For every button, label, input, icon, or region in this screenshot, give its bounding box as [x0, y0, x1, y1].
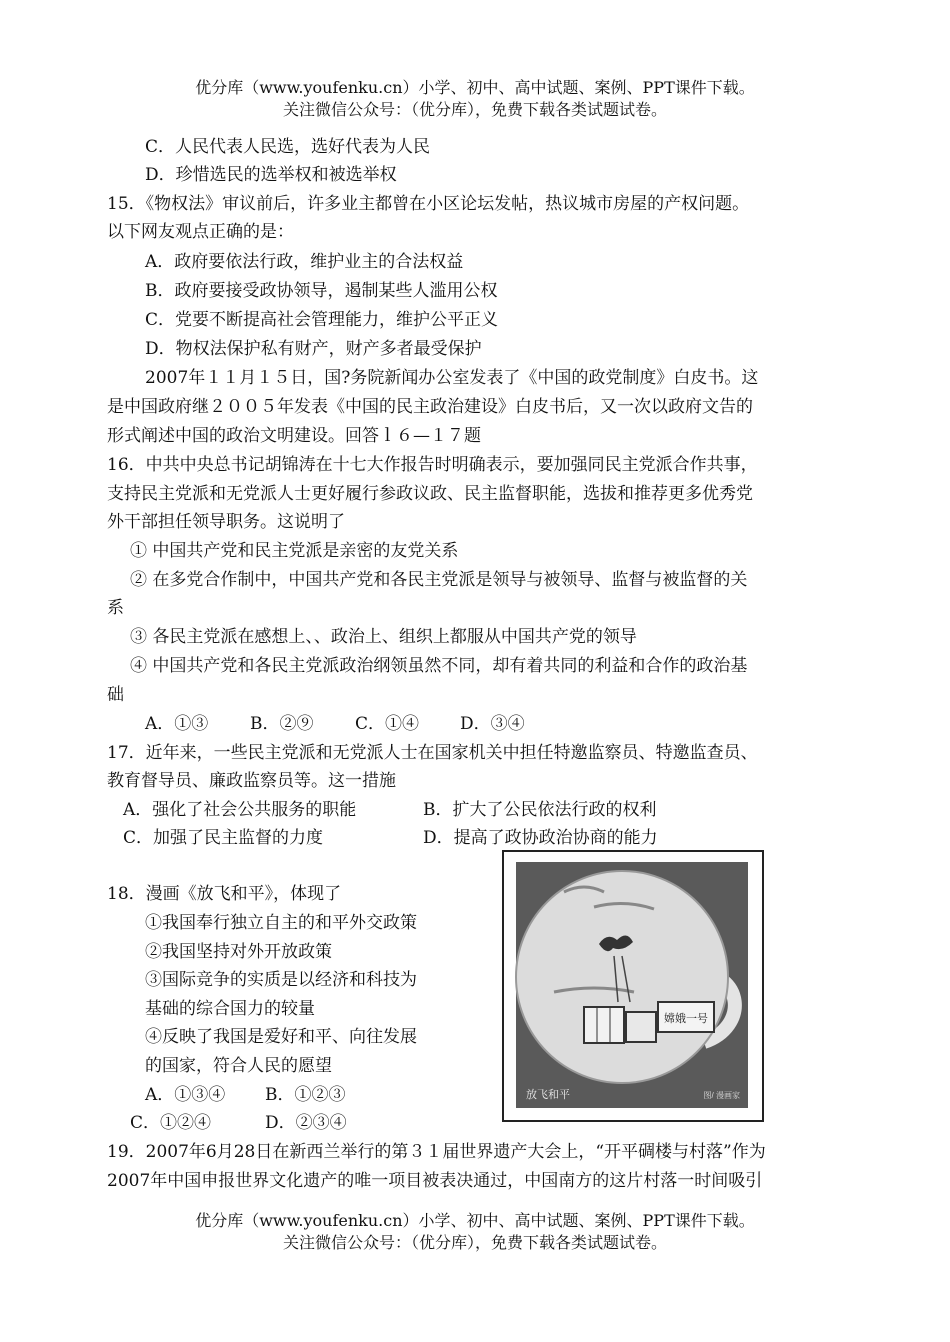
- intro-line-2: 是中国政府继２００５年发表《中国的民主政治建设》白皮书后，又一次以政府文告的: [107, 397, 753, 417]
- q15-stem-line-2: 以下网友观点正确的是：: [107, 222, 294, 242]
- q16-statement-1: ① 中国共产党和民主党派是亲密的友党关系: [130, 541, 459, 561]
- q18-options-row-2: [130, 1109, 347, 1137]
- q17-option-c: C．加强了民主监督的力度: [123, 828, 324, 848]
- q16-option-b: B．②⑨: [250, 714, 314, 734]
- q16-options: [145, 710, 525, 738]
- q16-statement-4-line-1: ④ 中国共产党和各民主党派政治纲领虽然不同，却有着共同的利益和合作的政治基: [130, 656, 748, 676]
- q15-stem-line-1: 15．《物权法》审议前后，许多业主都曾在小区论坛发帖，热议城市房屋的产权问题。: [107, 194, 750, 214]
- q16-option-d: D．③④: [460, 714, 525, 734]
- q19-line-2: 2007年中国申报世界文化遗产的唯一项目被表决通过，中国南方的这片村落一时间吸引: [107, 1171, 763, 1191]
- header-line-1: 优分库（www.youfenku.cn）小学、初中、高中试题、案例、PPT课件下载。: [195, 78, 755, 97]
- intro-line-1: 2007年１１月１５日，国?务院新闻办公室发表了《中国的政党制度》白皮书。这: [145, 368, 759, 388]
- q18-option-c: C．①②④: [130, 1113, 212, 1133]
- solar-panel-left: [584, 1007, 624, 1043]
- q18-statement-3-line-2: 基础的综合国力的较量: [145, 999, 315, 1019]
- q18-statement-3-line-1: ③国际竞争的实质是以经济和科技为: [145, 970, 417, 990]
- cartoon-credit: 图/ 漫画家: [703, 1091, 740, 1100]
- q18-statement-1: ①我国奉行独立自主的和平外交政策: [145, 913, 417, 933]
- q18-option-a: A．①③④: [145, 1085, 226, 1105]
- page-header: [0, 77, 950, 121]
- q16-statement-3: ③ 各民主党派在感想上、、政治上、组织上都服从中国共产党的领导: [130, 627, 637, 647]
- q15-option-d: D．物权法保护私有财产，财产多者最受保护: [145, 339, 482, 359]
- q18-statement-4-line-2: 的国家，符合人民的愿望: [145, 1056, 332, 1076]
- q18-stem: 18．漫画《放飞和平》，体现了: [107, 884, 342, 904]
- footer-line-1: 优分库（www.youfenku.cn）小学、初中、高中试题、案例、PPT课件下载。: [195, 1211, 755, 1230]
- q17-option-a: A．强化了社会公共服务的职能: [123, 800, 357, 820]
- q16-stem-line-1: 16．中共中央总书记胡锦涛在十七大作报告时明确表示，要加强同民主党派合作共事，: [107, 455, 758, 475]
- footer-line-2: 关注微信公众号：（优分库），免费下载各类试题试卷。: [282, 1233, 667, 1252]
- q18-options-row-1: [145, 1081, 346, 1109]
- q17-stem-line-2: 教育督导员、廉政监察员等。这一措施: [107, 771, 396, 791]
- q18-statement-2: ②我国坚持对外开放政策: [145, 942, 332, 962]
- q19-line-1: 19．2007年6月28日在新西兰举行的第３１届世界遗产大会上，“开平碉楼与村落”作为: [107, 1142, 766, 1162]
- q15-option-b: B．政府要接受政协领导，遏制某些人滥用公权: [145, 281, 498, 301]
- q16-statement-2-line-1: ② 在多党合作制中，中国共产党和各民主党派是领导与被领导、监督与被监督的关: [130, 570, 748, 590]
- intro-line-3: 形式阐述中国的政治文明建设。回答ｌ６—１７题: [107, 426, 481, 446]
- q14-option-c: C．人民代表人民选，选好代表为人民: [145, 137, 431, 157]
- q17-stem-line-1: 17．近年来，一些民主党派和无党派人士在国家机关中担任特邀监察员、特邀监查员、: [107, 743, 758, 763]
- q18-statement-4-line-1: ④反映了我国是爱好和平、向往发展: [145, 1027, 417, 1047]
- satellite-body: [626, 1012, 656, 1042]
- q16-option-c: C．①④: [355, 714, 420, 734]
- q14-option-d: D．珍惜选民的选举权和被选举权: [145, 165, 397, 185]
- q17-options-row-2: [123, 824, 658, 852]
- q17-options-row-1: [123, 796, 657, 824]
- cartoon-caption: 放飞和平: [526, 1089, 570, 1101]
- q18-option-b: B．①②③: [265, 1085, 346, 1105]
- q16-statement-2-line-2: 系: [107, 598, 124, 618]
- q17-option-b: B．扩大了公民依法行政的权利: [423, 800, 657, 820]
- q16-statement-4-line-2: 础: [107, 685, 124, 705]
- q16-stem-line-2: 支持民主党派和无党派人士更好履行参政议政、民主监督职能，选拔和推荐更多优秀党: [107, 484, 753, 504]
- module-label: 嫦娥一号: [664, 1013, 708, 1025]
- q17-option-d: D．提高了政协政治协商的能力: [423, 828, 658, 848]
- cartoon-illustration: [504, 852, 762, 1120]
- q16-option-a: A．①③: [145, 714, 209, 734]
- header-line-2: 关注微信公众号：（优分库），免费下载各类试题试卷。: [282, 100, 667, 119]
- q16-stem-line-3: 外干部担任领导职务。这说明了: [107, 512, 345, 532]
- cartoon-figure: [502, 850, 764, 1122]
- q15-option-a: A．政府要依法行政，维护业主的合法权益: [145, 252, 464, 272]
- page-footer: [0, 1210, 950, 1254]
- q15-option-c: C．党要不断提高社会管理能力，维护公平正义: [145, 310, 499, 330]
- q18-option-d: D．②③④: [265, 1113, 347, 1133]
